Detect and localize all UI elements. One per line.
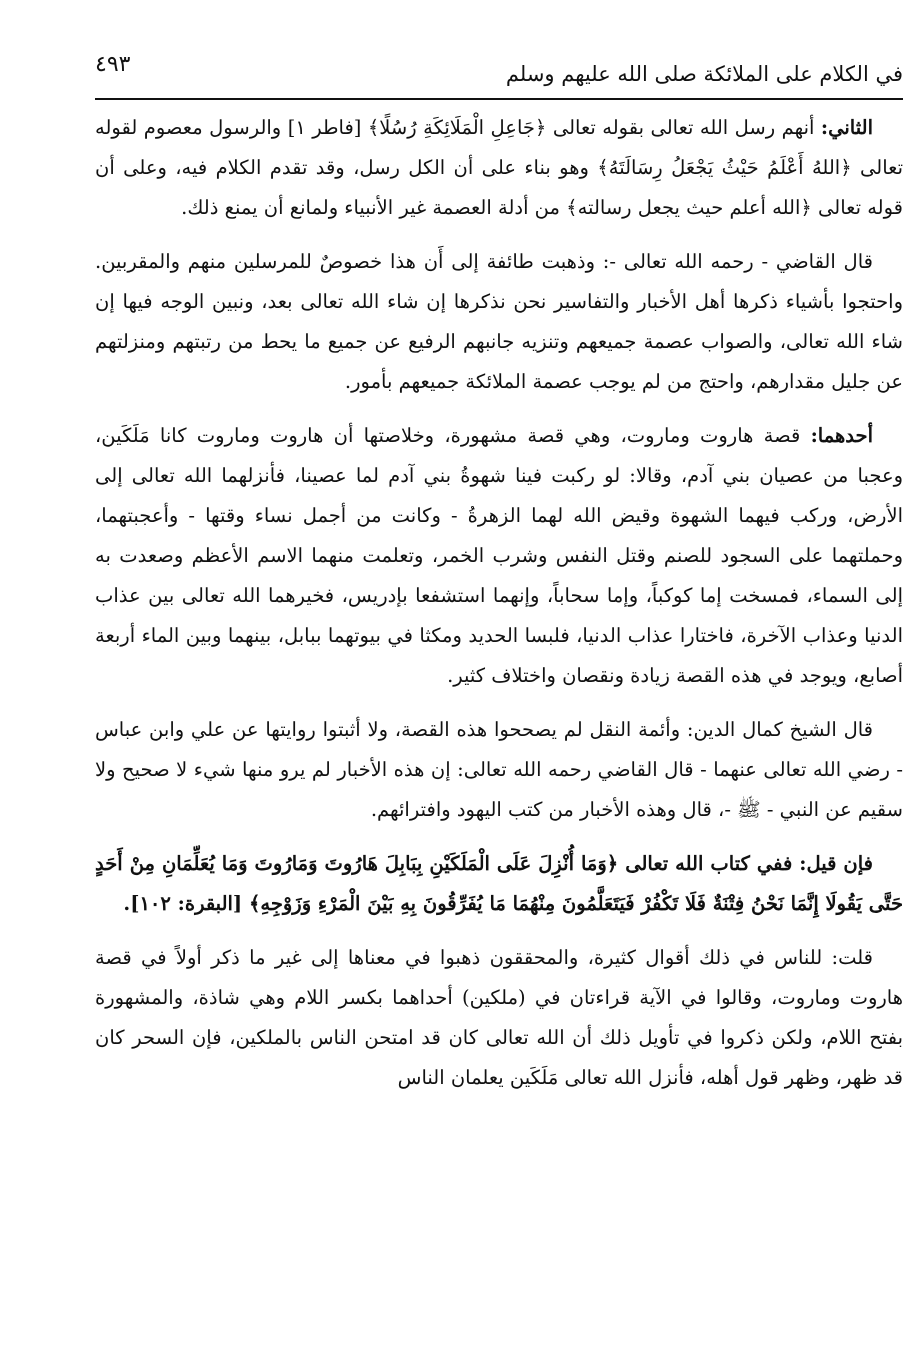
paragraph	[95, 710, 903, 830]
header-rule	[95, 98, 903, 100]
paragraph-lead: أحدهما:	[810, 424, 873, 447]
paragraph	[95, 938, 903, 1098]
paragraph-text: قصة هاروت وماروت، وهي قصة مشهورة، وخلاصتها أن هاروت وماروت كانا مَلَكَين، وعجبا من عصيان بني آدم، وقالا: لو ركبت فينا شهوةُ بني آدم لما عصينا، فأنزلهما الله تعالى إلى الأرض، وركب فيهما الشهوة وقيض الله لهما الزهرةُ - وكانت من أجمل نساء وقتها - وأعجبتهما، وحملتهما على السجود للصنم وقتل النفس وشرب الخمر، وتعلمت منهما الاسم الأعظم وصعدت به إلى السماء، فمسخت إما كوكباً، وإما سحاباً، وإنهما استشفعا بإدريس، فخيرهما الله تعالى بين عذاب الدنيا وعذاب الآخرة، فاختارا عذاب الدنيا، فلبسا الحديد ومكثا في بيوتهما ببابل، بينهما وبين الماء أربعة أصابع، ويوجد في هذه القصة زيادة ونقصان واختلاف كثير.	[95, 424, 903, 687]
page-number: ٤٩٣	[95, 52, 131, 77]
paragraph-quran	[95, 844, 903, 924]
running-header	[95, 44, 903, 98]
paragraph-text: قلت: للناس في ذلك أقوال كثيرة، والمحققون ذهبوا في معناها إلى غير ما ذكر أولاً في قصة هاروت وماروت، وقالوا في الآية قراءتان في (ملكين) أحداهما بكسر اللام وهي شاذة، والمشهورة بفتح اللام، ولكن ذكروا في تأويل ذلك أن الله تعالى كان قد امتحن الناس بالملكين، فإن السحر كان قد ظهر، وظهر قول أهله، فأنزل الله تعالى مَلَكَين يعلمان الناس	[95, 946, 903, 1089]
paragraph-text: فإن قيل: ففي كتاب الله تعالى ﴿وَمَا أُنْزِلَ عَلَى الْمَلَكَيْنِ بِبَابِلَ هَارُوتَ وَمَارُوتَ وَمَا يُعَلِّمَانِ مِنْ أَحَدٍ حَتَّى يَقُولَا إِنَّمَا نَحْنُ فِتْنَةٌ فَلَا تَكْفُرْ فَيَتَعَلَّمُونَ مِنْهُمَا مَا يُفَرِّقُونَ بِهِ بَيْنَ الْمَرْءِ وَزَوْجِهِ﴾ [البقرة: ١٠٢].	[95, 852, 903, 915]
paragraph-text: قال الشيخ كمال الدين: وأئمة النقل لم يصححوا هذه القصة، ولا أثبتوا روايتها عن علي وابن عباس - رضي الله تعالى عنهما - قال القاضي رحمه الله تعالى: إن هذه الأخبار لم يرو منها شيء لا صحيح ولا سقيم عن النبي - ﷺ -، قال وهذه الأخبار من كتب اليهود وافترائهم.	[95, 718, 903, 821]
running-title: في الكلام على الملائكة صلى الله عليهم وسلم	[505, 62, 903, 86]
paragraph-text: أنهم رسل الله تعالى بقوله تعالى ﴿جَاعِلِ الْمَلَائِكَةِ رُسُلًا﴾ [فاطر ١] والرسول معصوم لقوله تعالى ﴿اللهُ أَعْلَمُ حَيْثُ يَجْعَلُ رِسَالَتَهُ﴾ وهو بناء على أن الكل رسل، وقد تقدم الكلام فيه، وعلى أن قوله تعالى ﴿الله أعلم حيث يجعل رسالته﴾ من أدلة العصمة غير الأنبياء ولمانع أن يمنع ذلك.	[95, 116, 903, 219]
body-text	[95, 108, 903, 1112]
paragraph-lead: الثاني:	[820, 116, 873, 139]
paragraph	[95, 108, 903, 228]
paragraph	[95, 416, 903, 696]
paragraph	[95, 242, 903, 402]
paragraph-text: قال القاضي - رحمه الله تعالى -: وذهبت طائفة إلى أَن هذا خصوصٌ للمرسلين منهم والمقربين. واحتجوا بأشياء ذكرها أهل الأخبار والتفاسير نحن نذكرها إن شاء الله تعالى بعد، ونبين الوجه فيها إن شاء الله تعالى، والصواب عصمة جميعهم وتنزيه جانبهم الرفيع عن جميع ما يحط من رتبتهم ومنزلتهم عن جليل مقدارهم، واحتج من لم يوجب عصمة الملائكة جميعهم بأمور.	[95, 250, 903, 393]
